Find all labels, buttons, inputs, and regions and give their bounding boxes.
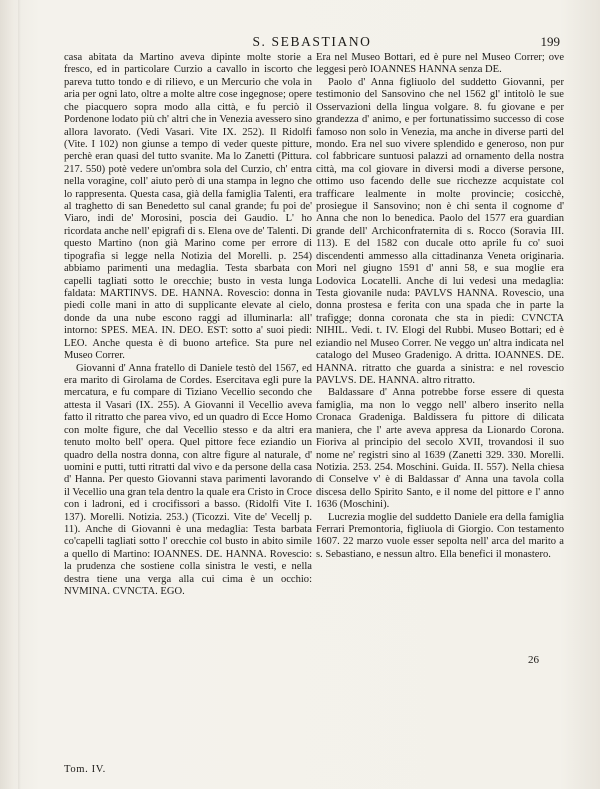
paragraph-giovanni: Giovanni d' Anna fratello di Daniele testò del 1567, ed era marito di Girolama de Cordes. Esercitava egli pure la mercatura, e fu compare di Tiziano Vecellio secondo che attesta il Vasari (IX. 255). A Giovanni il Vecellio aveva fatto il ritratto che parea vivo, ed un quadro di Ecce Homo con molte figure, che dal Vecellio stesso e da altri era tenuto molto bell' opera. Quel pittore fece eziandio un quadro della nostra donna, con altre figure al naturale, d' uomini e putti, tutti ritratti dal vivo e da persone della casa d' Hanna. Per questo Giovanni stava parimenti lavorando il Vecellio una gran tela dentro la quale era Cristo in Croce con i ladroni, ed i crocifissori a basso. (Ridolfi Vite I. 137). Morelli. Notizia. 253.) (Ticozzi. Vite de' Vecellj p. 11). Anche di Giovanni è una medaglia: Testa barbata co'capelli tagliati sotto l' orecchie col busto in abito simile a quello di Martino: IOANNES. DE. HANNA. Rovescio: la prudenza che sostiene colla sinistra le vesti, e nella destra tiene una verga alla cui cima è un occhio: NVMINA. CVNCTA. EGO. bbox=[64, 362, 312, 598]
paragraph-paolo: Paolo d' Anna figliuolo del suddetto Giovanni, per testimonio del Sansovino che nel 1562 gl' intitolò le sue Osservazioni della lingua volgare. 8. fu giovane e per grandezza d' animo, e per fortunatissimo successo di cose famoso non solo in Venezia, ma anche in diverse parti del mondo. Era nel suo vivere splendido e generoso, non pur col fabbricare suntuosi palazzi ad ornamento della nostra città, ma col giovare in diversi modi a diverse persone, ottimo uso facendo delle sue ricchezze acquistate col trafficare lealmente in molte provincie; cosicchè, prosiegue il Sansovino; non è chi senta il cognome d' Anna che non lo benedica. Paolo del 1577 era guardian grande dell' Archiconfraternita di s. Rocco (Soravia III. 113). E del 1582 con ducale otto aprile fu co' suoi discendenti ammesso alla cittadinanza Veneta originaria. Morì nel giugno 1591 d' anni 58, e sua moglie era Lodovica Locatelli. Anche di lui vedesi una medaglia: Testa giovanile nuda: PAVLVS HANNA. Rovescio, una donna prostesa e ferita con una spada che in parte la trafigge; donna coronata che sta in piedi: CVNCTA NIHIL. Vedi. t. IV. Elogi del Rubbi. Museo Bottari; ed è eziandio nel Museo Correr. Ne veggo un' altra indicata nel catalogo del Museo Gradenigo. A dritta. IOANNES. DE. HANNA. ritratto che guarda a sinistra: e nel rovescio PAVLVS. DE. HANNA. altro ritratto. bbox=[316, 76, 564, 386]
paragraph-continuation: Era nel Museo Bottari, ed è pure nel Museo Correr; ove leggesi però IOANNES HANNA senza DE. bbox=[316, 52, 564, 76]
paragraph-lucrezia: Lucrezia moglie del suddetto Daniele era della famiglia Ferrari Premontoria, figliuola di Giorgio. Con testamento 1607. 22 marzo vuole esser sepolta nell' arca del marito a s. Sebastiano, e nessun altro. Ella benefici il monastero. bbox=[316, 511, 564, 560]
paragraph-baldassare: Baldassare d' Anna potrebbe forse essere di questa famiglia, ma non lo veggo nell' albero inserito nella Cronaca Gradeniga. Baldissera fu pittore di dilicata maniera, che l' arte aveva appresa da Lionardo Corona. Fioriva al principio del secolo XVII, trovandosi il suo nome ne' registri sino al 1639 (Zanetti 329. 330. Morelli. Notizia. 253. 254. Moschini. Guida. II. 557). Nella chiesa di Conselve v' è di Baldassar d' Anna una tavola colla discesa dello Spirito Santo, e il nome del pittore e l' anno 1636 (Moschini). bbox=[316, 387, 564, 511]
gutter-shadow bbox=[18, 0, 21, 789]
page-number: 199 bbox=[540, 34, 560, 49]
section-number: 26 bbox=[528, 654, 539, 666]
running-head bbox=[64, 34, 560, 52]
running-title: S. SEBASTIANO bbox=[252, 34, 372, 49]
signature-mark: Tom. IV. bbox=[64, 764, 106, 775]
right-column bbox=[316, 52, 564, 561]
paragraph-martino: casa abitata da Martino aveva dipinte molte storie a fresco, ed in particolare Curzio a cavallo in iscorto che pareva tutto tondo e di rilievo, e un Mercurio che vola in aria per ogni lato, oltre a molte altre cose ingegnose; opere che piacquero sopra modo alla città, e fu perciò il Pordenone lodato più ch' altri che in Venezia avessero sino allora lavorato. (Vedi Vasari. Vite IX. 252). Il Ridolfi (Vite. I 102) non giunse a tempo di veder queste pitture, perchè eran quasi del tutto svanite. Ma lo Zanetti (Pittura. 217. 550) potè vedere un'ombra sola del Curzio, ch' entra nella voragine, coll' aiuto però di una stampa in legno che lo rappresenta. Questa casa, già della famiglia Talenti, era al traghetto di san Benedetto sul canal grande; fu poi de' Viaro, indi de' Morosini, poscia dei Gaudio. L' ho ricordata anche nell' epigrafi di s. Elena ove de' Talenti. Di questo Martino (non già Marino come per errore di tipografia si legge nella Notizia del Morelli. p. 254) abbiamo parimenti una medaglia. Testa sbarbata con capelli tagliati sotto le orecchie; busto in vesta lunga faldata: MARTINVS. DE. HANNA. Rovescio: donna in piedi colle mani in atto di supplicante elevate al cielo, donde da una nube escono raggi ad illuminarla: all' intorno: SPES. MEA. IN. DEO. EST: sotto a' suoi piedi: LEO. Anche questa è di buono artefice. Sta pure nel Museo Correr. bbox=[64, 52, 312, 362]
left-column bbox=[64, 52, 312, 599]
